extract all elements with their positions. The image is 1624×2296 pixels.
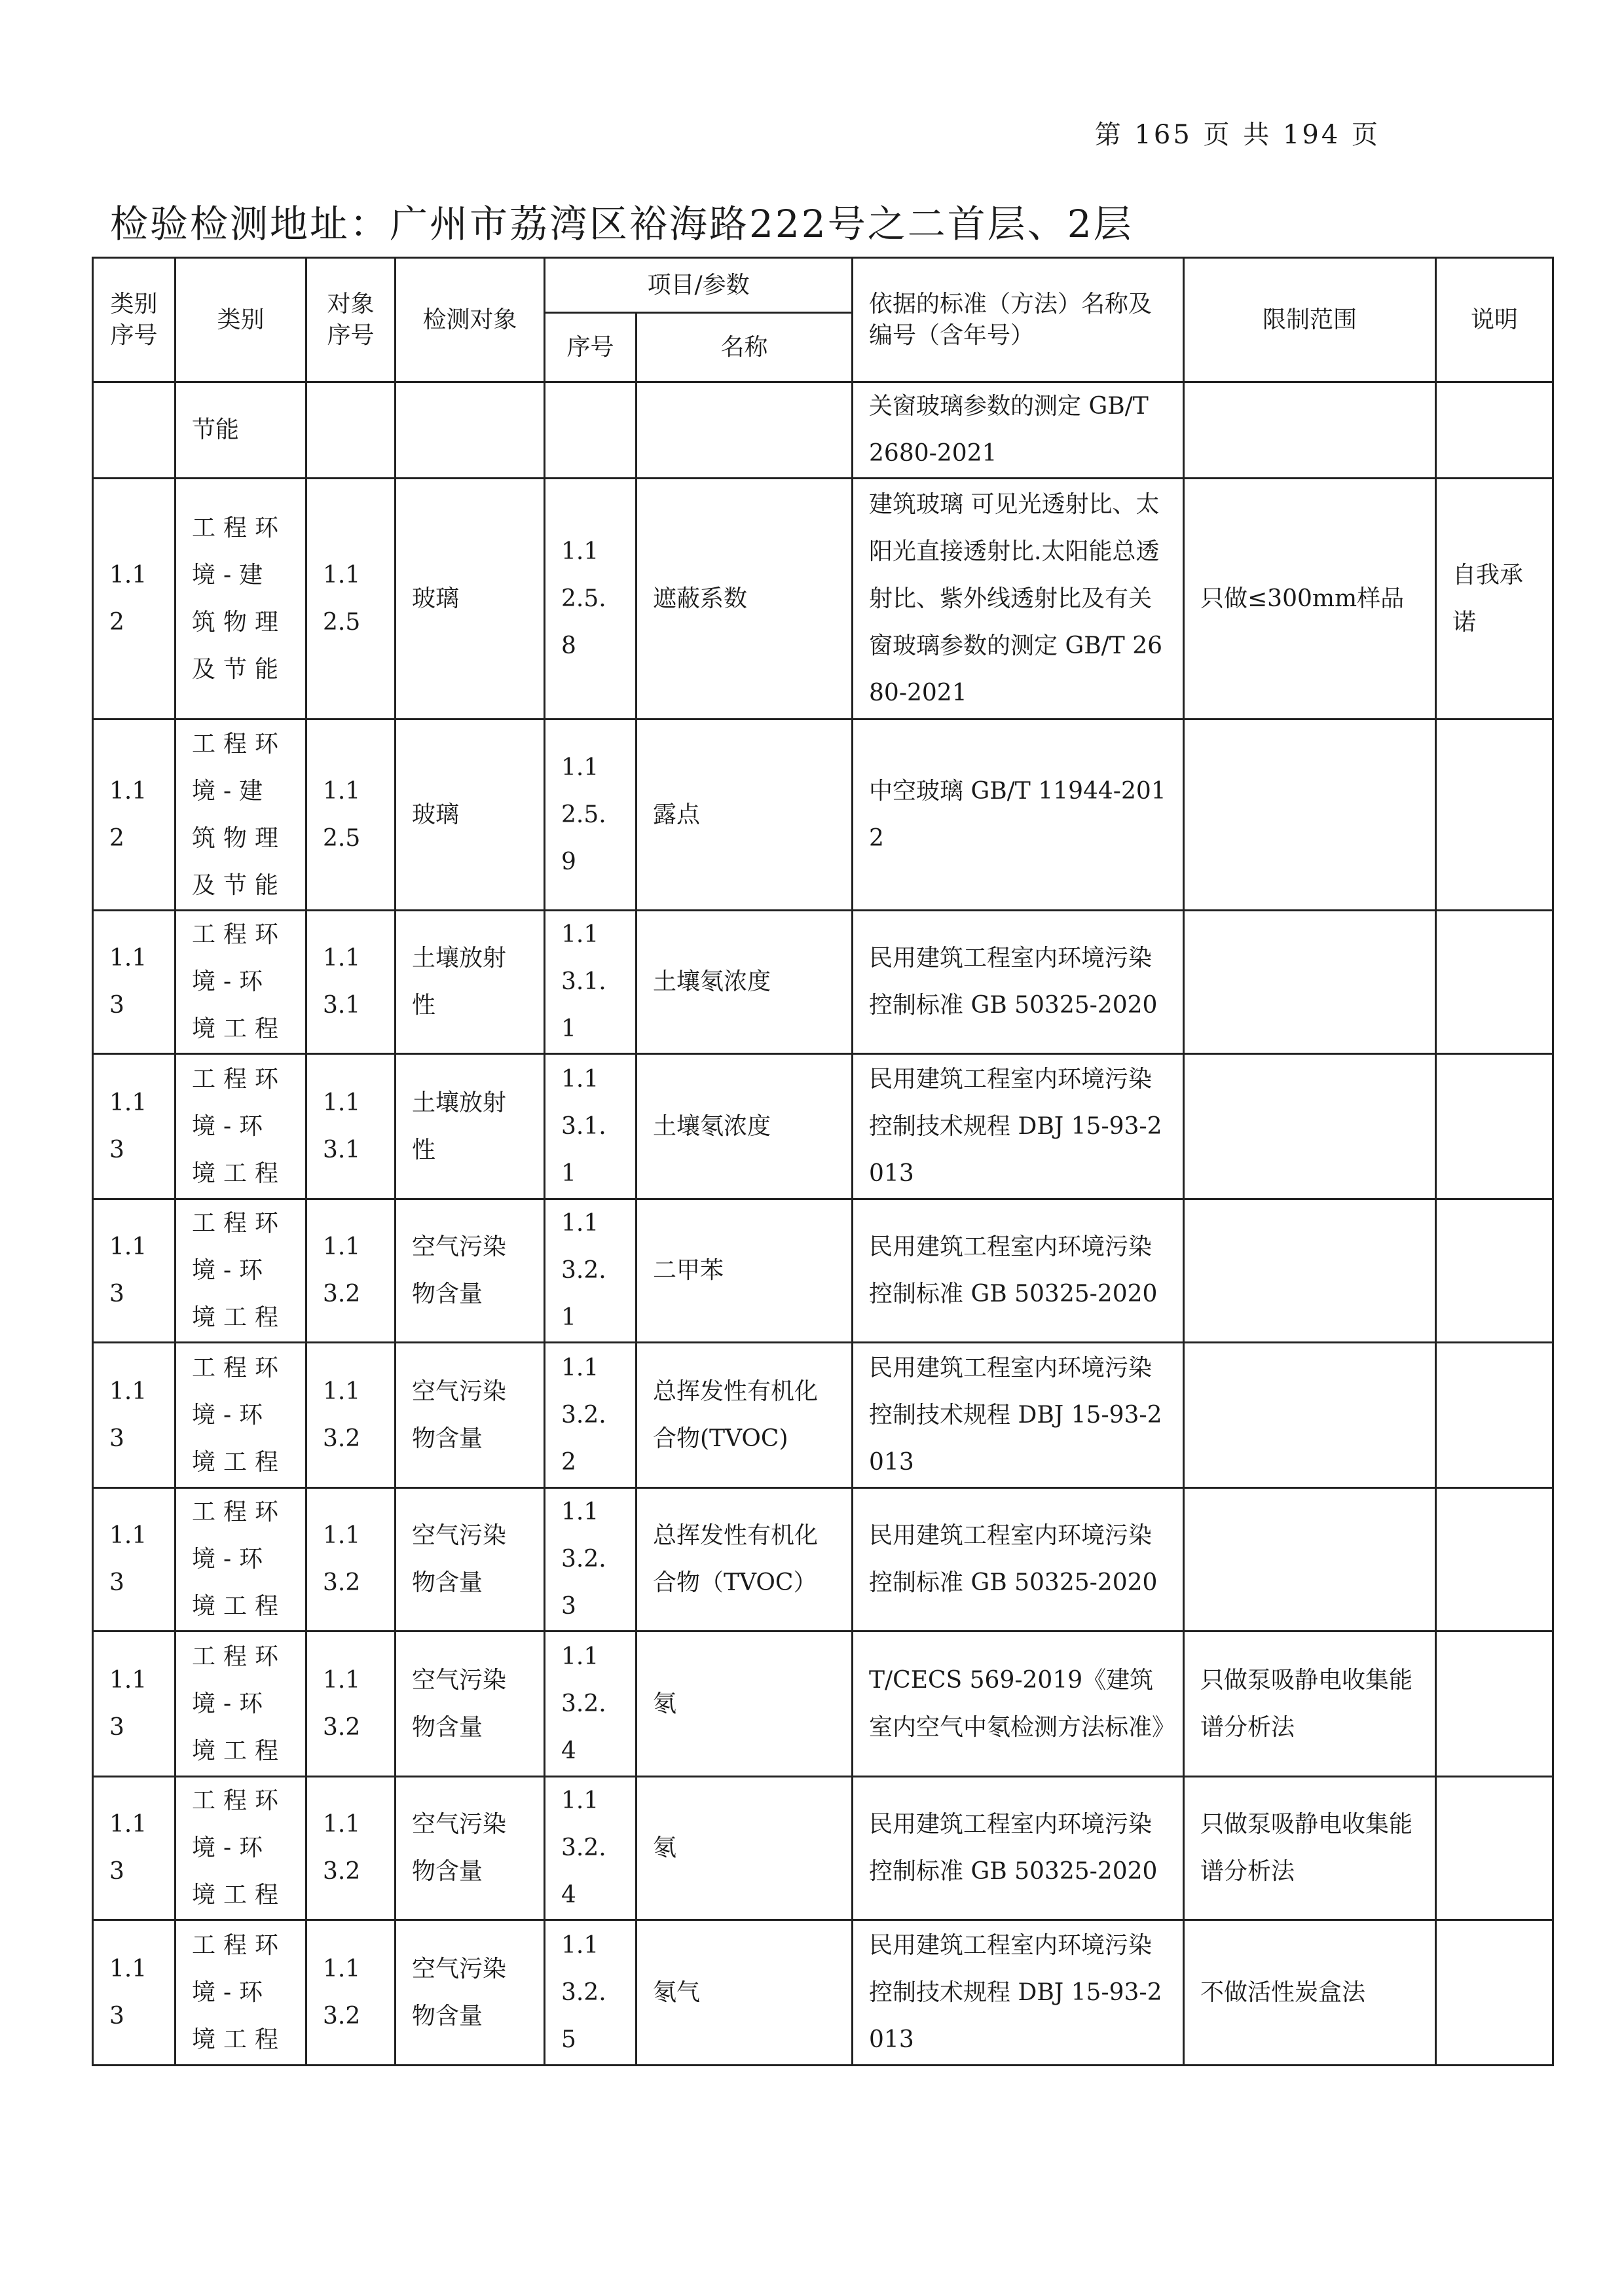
cell-item-no: 1.13.2.3: [545, 1488, 637, 1631]
cell-category: 工程环境-环境工程: [175, 1054, 306, 1199]
col-header-item-name: 名称: [637, 313, 853, 382]
cell-obj-no: 1.13.1: [306, 911, 396, 1054]
col-header-limit: 限制范围: [1184, 258, 1436, 382]
cell-note: 自我承诺: [1436, 479, 1553, 720]
cell-cat-no: 1.13: [93, 1777, 175, 1920]
cell-limit: [1184, 720, 1436, 911]
cell-item-name: 遮蔽系数: [637, 479, 853, 720]
cell-item-no: [545, 382, 637, 479]
cell-standard: 民用建筑工程室内环境污染控制标准 GB 50325-2020: [853, 1777, 1184, 1920]
page-number: 第 165 页 共 194 页: [1094, 120, 1380, 150]
cell-object: 空气污染物含量: [396, 1777, 545, 1920]
cell-item-no: 1.13.2.4: [545, 1777, 637, 1920]
cell-item-no: 1.12.5.9: [545, 720, 637, 911]
cell-category: 工程环境-环境工程: [175, 1343, 306, 1488]
cell-note: [1436, 382, 1553, 479]
cell-note: [1436, 1343, 1553, 1488]
col-header-item-no: 序号: [545, 313, 637, 382]
cell-obj-no: 1.13.2: [306, 1920, 396, 2066]
cell-category: 工程环境-环境工程: [175, 1920, 306, 2066]
cell-note: [1436, 1488, 1553, 1631]
col-header-cat-no: 类别 序号: [93, 258, 175, 382]
cell-obj-no: [306, 382, 396, 479]
table-row: [93, 720, 1553, 911]
cell-item-name: 氡: [637, 1631, 853, 1777]
cell-obj-no: 1.12.5: [306, 720, 396, 911]
cell-object: 空气污染物含量: [396, 1631, 545, 1777]
cell-note: [1436, 1920, 1553, 2066]
cell-cat-no: 1.12: [93, 720, 175, 911]
cell-item-no: 1.13.2.4: [545, 1631, 637, 1777]
cell-cat-no: 1.13: [93, 1631, 175, 1777]
cell-note: [1436, 1199, 1553, 1343]
cell-cat-no: [93, 382, 175, 479]
table-row: [93, 382, 1553, 479]
cell-limit: [1184, 1199, 1436, 1343]
cell-item-name: 氡气: [637, 1920, 853, 2066]
cell-item-no: 1.12.5.8: [545, 479, 637, 720]
cell-category: 工程环境-环境工程: [175, 1631, 306, 1777]
cell-object: 空气污染物含量: [396, 1199, 545, 1343]
cell-object: 土壤放射性: [396, 1054, 545, 1199]
cell-object: 玻璃: [396, 479, 545, 720]
cell-item-name: 总挥发性有机化合物（TVOC）: [637, 1488, 853, 1631]
cell-cat-no: 1.13: [93, 1054, 175, 1199]
table-row: [93, 1777, 1553, 1920]
cell-category: 节能: [175, 382, 306, 479]
cell-item-name: [637, 382, 853, 479]
cell-object: [396, 382, 545, 479]
cell-cat-no: 1.13: [93, 1488, 175, 1631]
col-header-obj-no: 对象 序号: [306, 258, 396, 382]
cell-object: 空气污染物含量: [396, 1488, 545, 1631]
cell-limit: [1184, 382, 1436, 479]
cell-note: [1436, 720, 1553, 911]
scope-table: [92, 257, 1554, 2066]
cell-standard: 民用建筑工程室内环境污染控制标准 GB 50325-2020: [853, 1488, 1184, 1631]
cell-cat-no: 1.13: [93, 911, 175, 1054]
cell-limit: [1184, 1054, 1436, 1199]
cell-limit: 不做活性炭盒法: [1184, 1920, 1436, 2066]
col-header-standard: 依据的标准（方法）名称及编号（含年号）: [853, 258, 1184, 382]
cell-obj-no: 1.13.2: [306, 1488, 396, 1631]
col-header-note: 说明: [1436, 258, 1553, 382]
cell-cat-no: 1.13: [93, 1199, 175, 1343]
cell-limit: [1184, 1343, 1436, 1488]
table-row: [93, 1488, 1553, 1631]
cell-limit: [1184, 911, 1436, 1054]
cell-object: 玻璃: [396, 720, 545, 911]
table-row: [93, 1343, 1553, 1488]
cell-cat-no: 1.12: [93, 479, 175, 720]
cell-object: 空气污染物含量: [396, 1343, 545, 1488]
cell-note: [1436, 1777, 1553, 1920]
cell-standard: 民用建筑工程室内环境污染控制技术规程 DBJ 15-93-2013: [853, 1343, 1184, 1488]
cell-item-no: 1.13.2.2: [545, 1343, 637, 1488]
table-row: [93, 1054, 1553, 1199]
cell-obj-no: 1.13.2: [306, 1631, 396, 1777]
table-row: [93, 1199, 1553, 1343]
cell-limit: [1184, 1488, 1436, 1631]
cell-limit: 只做≤300mm样品: [1184, 479, 1436, 720]
col-header-category: 类别: [175, 258, 306, 382]
cell-item-name: 土壤氡浓度: [637, 911, 853, 1054]
table-body: [93, 382, 1553, 2066]
cell-note: [1436, 911, 1553, 1054]
cell-standard: 建筑玻璃 可见光透射比、太阳光直接透射比.太阳能总透射比、紫外线透射比及有关窗玻璃参数的测定 GB/T 2680-2021: [853, 479, 1184, 720]
cell-category: 工程环境-环境工程: [175, 1488, 306, 1631]
cell-category: 工程环境-环境工程: [175, 911, 306, 1054]
col-header-item-group: 项目/参数: [545, 258, 853, 313]
cell-item-no: 1.13.2.5: [545, 1920, 637, 2066]
cell-item-no: 1.13.1.1: [545, 911, 637, 1054]
cell-item-name: 露点: [637, 720, 853, 911]
cell-standard: 民用建筑工程室内环境污染控制标准 GB 50325-2020: [853, 911, 1184, 1054]
cell-obj-no: 1.13.1: [306, 1054, 396, 1199]
cell-item-no: 1.13.2.1: [545, 1199, 637, 1343]
cell-category: 工程环境-环境工程: [175, 1777, 306, 1920]
cell-category: 工程环境-建筑物理及节能: [175, 479, 306, 720]
testing-address: 检验检测地址：广州市荔湾区裕海路222号之二首层、2层: [110, 202, 1134, 246]
cell-standard: T/CECS 569-2019《建筑室内空气中氡检测方法标准》: [853, 1631, 1184, 1777]
cell-item-no: 1.13.1.1: [545, 1054, 637, 1199]
cell-item-name: 氡: [637, 1777, 853, 1920]
table-row: [93, 911, 1553, 1054]
cell-standard: 关窗玻璃参数的测定 GB/T 2680-2021: [853, 382, 1184, 479]
table-row: [93, 479, 1553, 720]
cell-item-name: 土壤氡浓度: [637, 1054, 853, 1199]
table-row: [93, 1920, 1553, 2066]
cell-standard: 民用建筑工程室内环境污染控制技术规程 DBJ 15-93-2013: [853, 1920, 1184, 2066]
cell-category: 工程环境-环境工程: [175, 1199, 306, 1343]
cell-limit: 只做泵吸静电收集能谱分析法: [1184, 1631, 1436, 1777]
cell-object: 空气污染物含量: [396, 1920, 545, 2066]
cell-standard: 民用建筑工程室内环境污染控制标准 GB 50325-2020: [853, 1199, 1184, 1343]
cell-cat-no: 1.13: [93, 1920, 175, 2066]
table-row: [93, 1631, 1553, 1777]
cell-obj-no: 1.13.2: [306, 1199, 396, 1343]
col-header-object: 检测对象: [396, 258, 545, 382]
cell-limit: 只做泵吸静电收集能谱分析法: [1184, 1777, 1436, 1920]
cell-obj-no: 1.13.2: [306, 1777, 396, 1920]
cell-note: [1436, 1631, 1553, 1777]
cell-standard: 中空玻璃 GB/T 11944-2012: [853, 720, 1184, 911]
cell-cat-no: 1.13: [93, 1343, 175, 1488]
cell-item-name: 二甲苯: [637, 1199, 853, 1343]
cell-note: [1436, 1054, 1553, 1199]
cell-obj-no: 1.13.2: [306, 1343, 396, 1488]
cell-item-name: 总挥发性有机化合物(TVOC): [637, 1343, 853, 1488]
cell-standard: 民用建筑工程室内环境污染控制技术规程 DBJ 15-93-2013: [853, 1054, 1184, 1199]
cell-obj-no: 1.12.5: [306, 479, 396, 720]
cell-object: 土壤放射性: [396, 911, 545, 1054]
cell-category: 工程环境-建筑物理及节能: [175, 720, 306, 911]
